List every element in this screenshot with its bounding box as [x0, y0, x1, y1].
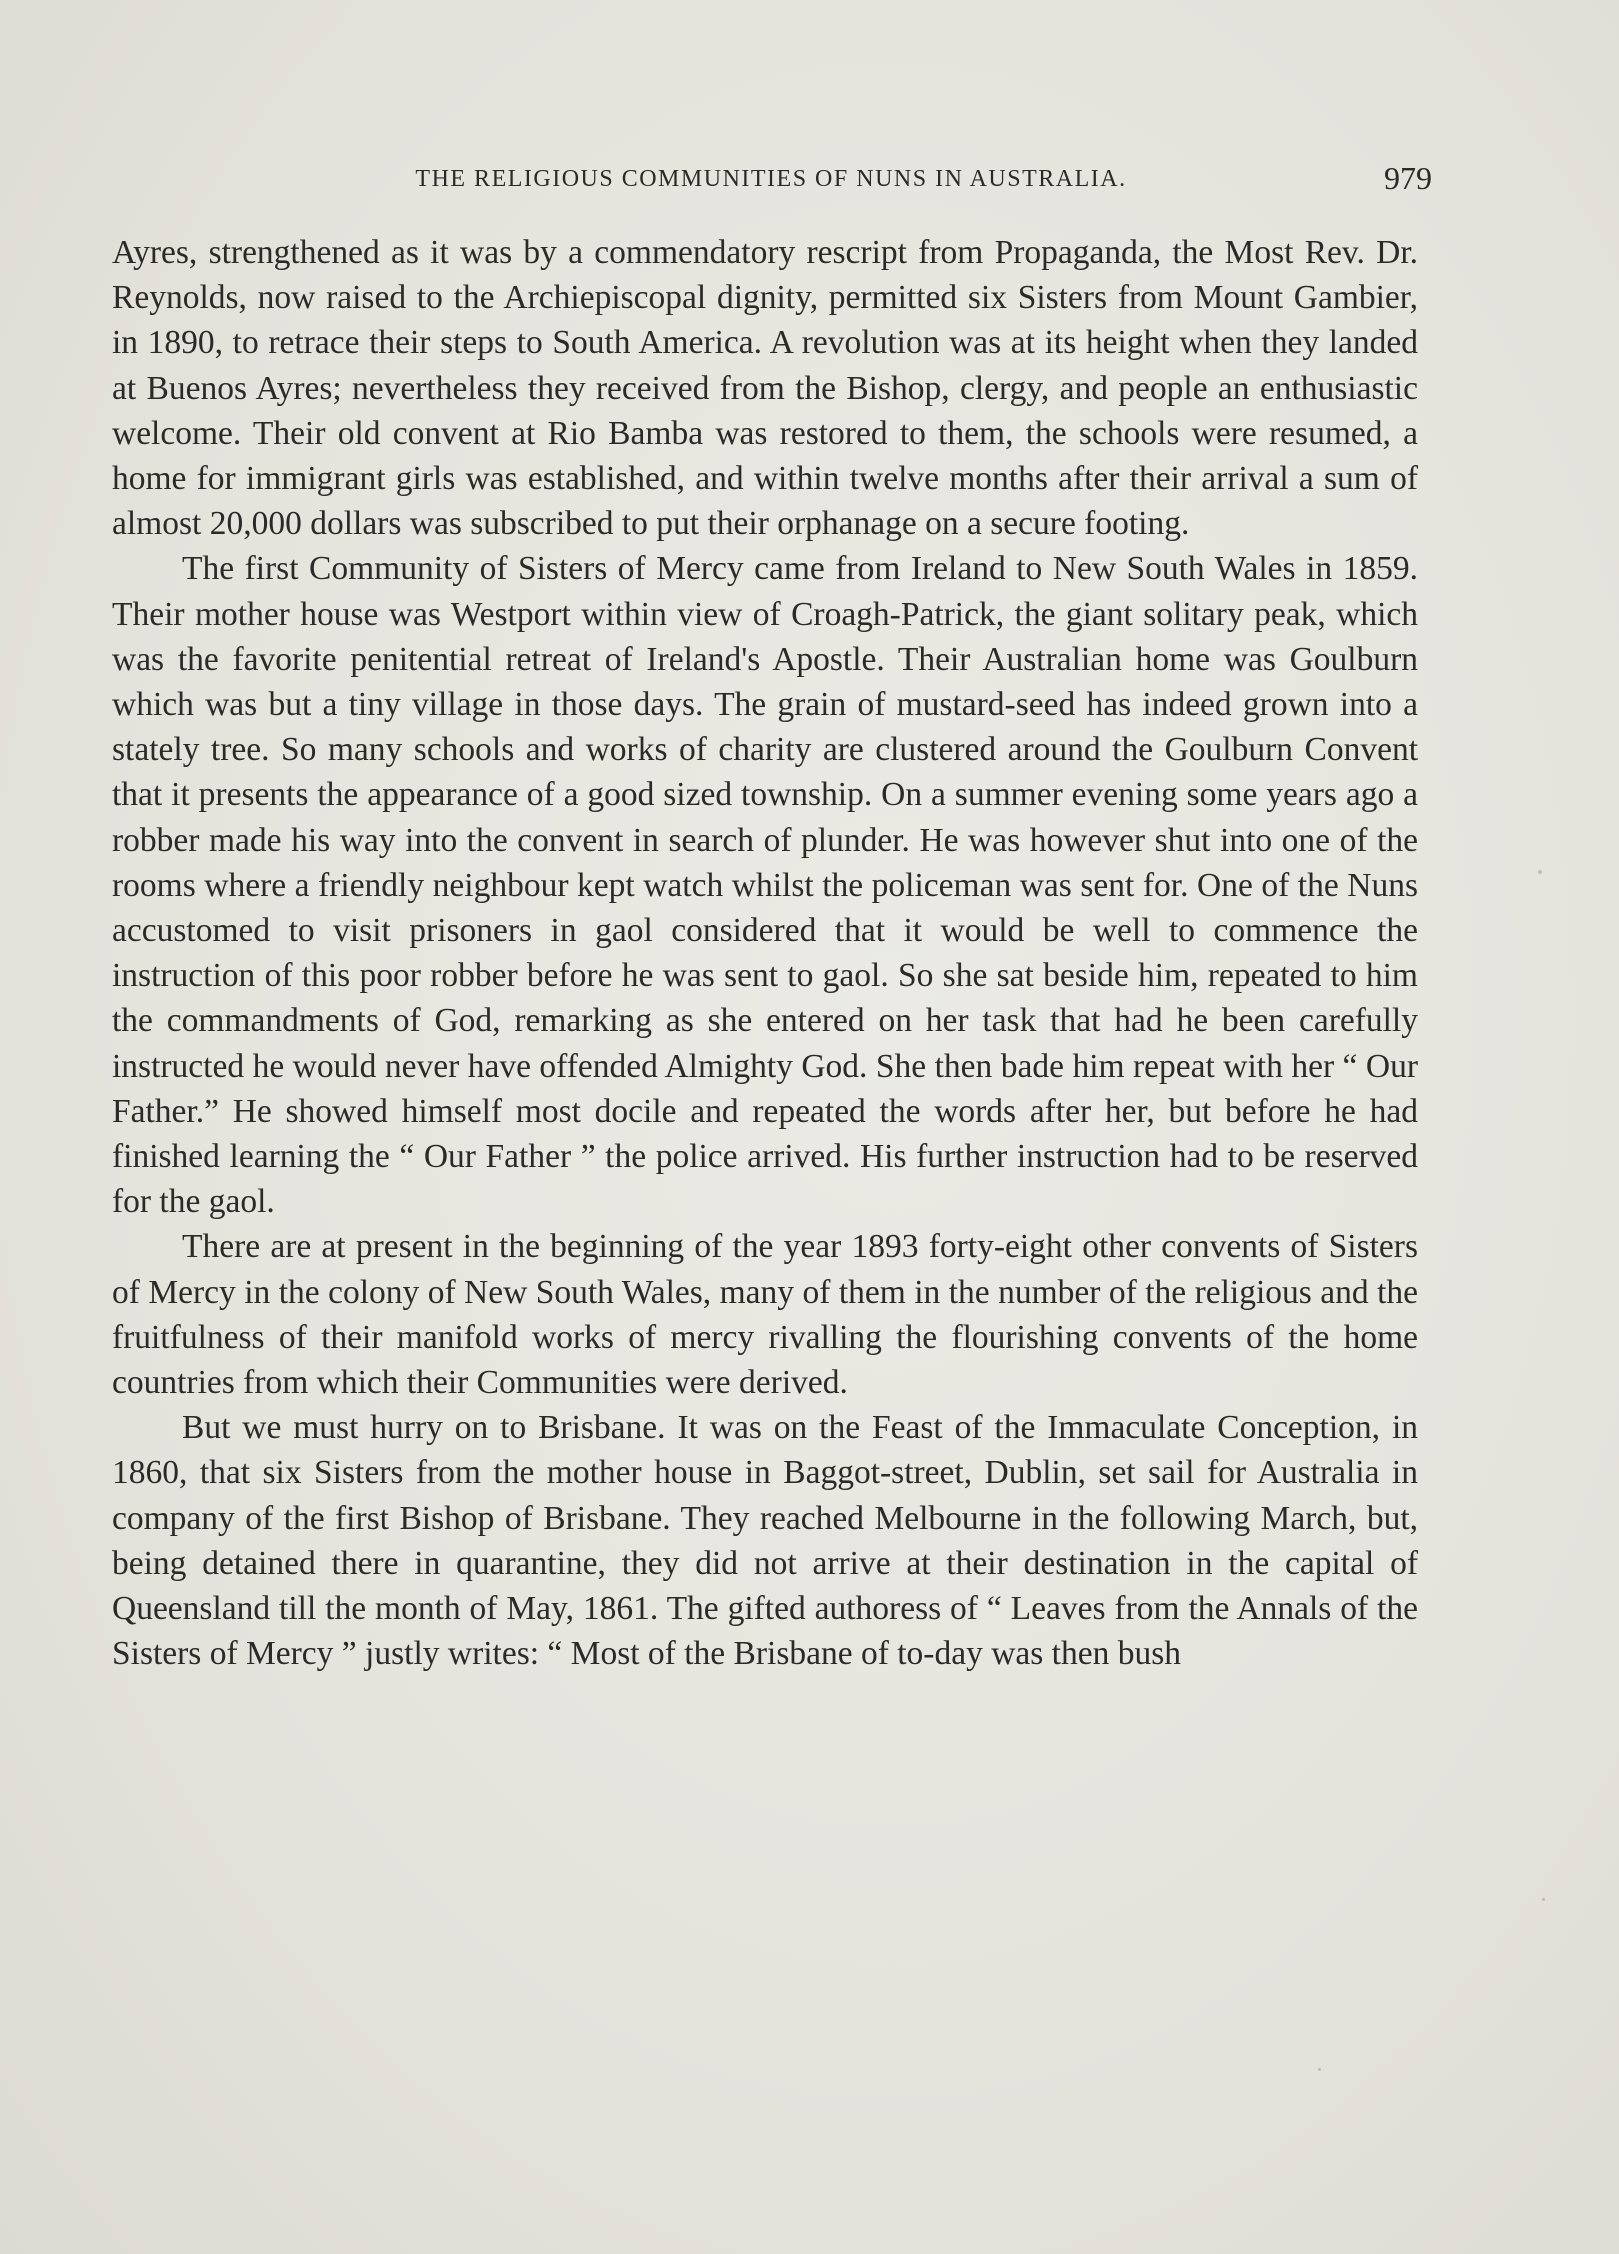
paper-speck [1538, 870, 1542, 874]
paragraph-continuation: Ayres, strengthened as it was by a commendatory rescript from Propaganda, the Most Rev. Dr. Reynolds, now raised to the Archiepiscopal dignity, permitted six Sisters from Mount Gambier, in 1890, to retrace their steps to South America. A revolution was at its height when they landed at Buenos Ayres; nevertheless they received from the Bishop, clergy, and people an enthusiastic welcome. Their old convent at Rio Bamba was restored to them, the schools were resumed, a home for immigrant girls was established, and within twelve months after their arrival a sum of almost 20,000 dollars was subscribed to put their orphanage on a secure footing. [112, 234, 1418, 543]
paper-speck [1542, 1898, 1545, 1901]
paper-speck [1318, 2068, 1321, 2071]
running-title: THE RELIGIOUS COMMUNITIES OF NUNS IN AUSTRALIA. [415, 166, 1127, 192]
page-number: 979 [1384, 160, 1432, 196]
paragraph-goulburn: The first Community of Sisters of Mercy came from Ireland to New South Wales in 1859. Their mother house was Westport within view of Croagh-Patrick, the giant solitary peak, which was the favorite penitential retreat of Ireland's Apostle. Their Australian home was Goulburn which was but a tiny village in those days. The grain of mustard-seed has indeed grown into a stately tree. So many schools and works of charity are clustered around the Goulburn Convent that it presents the appearance of a good sized township. On a summer evening some years ago a robber made his way into the convent in search of plunder. He was however shut into one of the rooms where a friendly neighbour kept watch whilst the policeman was sent for. One of the Nuns accustomed to visit prisoners in gaol considered that it would be well to commence the instruction of this poor robber before he was sent to gaol. So she sat beside him, repeated to him the commandments of God, remarking as she entered on her task that had he been carefully instructed he would never have offended Almighty God. She then bade him repeat with her “ Our Father.” He showed himself most docile and repeated the words after her, but before he had finished learning the “ Our Father ” the police arrived. His further instruction had to be reserved for the gaol. [112, 550, 1418, 1221]
running-head [112, 160, 1430, 200]
paragraph-new-south-wales-convents: There are at present in the beginning of the year 1893 forty-eight other convents of Sisters of Mercy in the colony of New South Wales, many of them in the number of the religious and the fruitfulness of their manifold works of mercy rivalling the flourishing convents of the home countries from which their Communities were derived. [112, 1228, 1418, 1402]
paragraph-brisbane: But we must hurry on to Brisbane. It was on the Feast of the Immaculate Conception, in 1860, that six Sisters from the mother house in Baggot-street, Dublin, set sail for Australia in company of the first Bishop of Brisbane. They reached Melbourne in the following March, but, being detained there in quarantine, they did not arrive at their destination in the capital of Queensland till the month of May, 1861. The gifted authoress of “ Leaves from the Annals of the Sisters of Mercy ” justly writes: “ Most of the Brisbane of to-day was then bush [112, 1409, 1418, 1673]
body-text [112, 230, 1418, 1677]
